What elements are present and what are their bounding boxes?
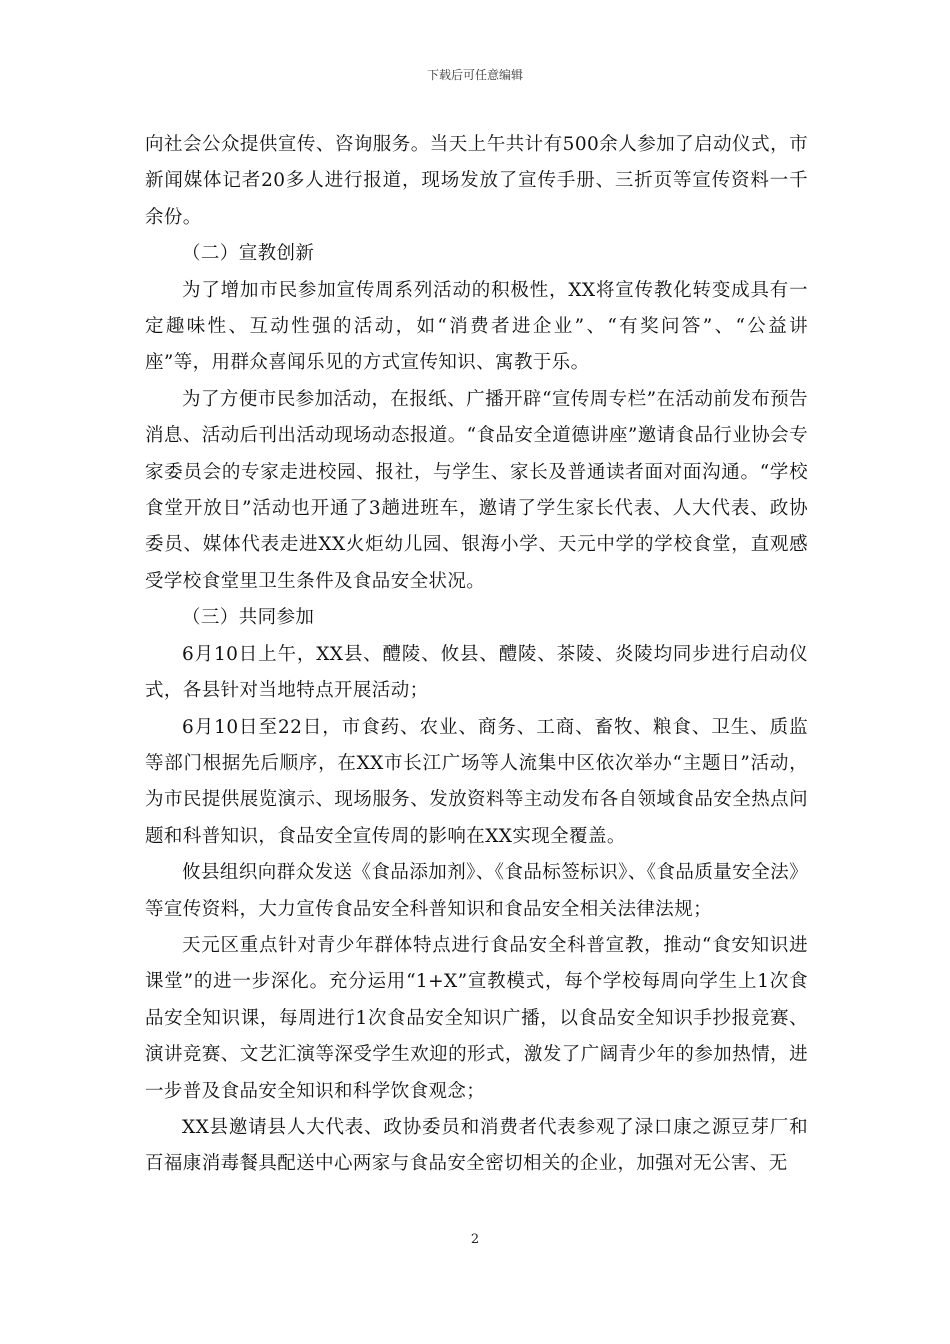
page-header-note: 下载后可任意编辑 — [426, 68, 523, 82]
document-body — [145, 127, 808, 1183]
paragraph: 6月10日上午，XX县、醴陵、攸县、醴陵、茶陵、炎陵均同步进行启动仪式，各县针对当地特点开展活动； — [145, 643, 808, 702]
paragraph: 攸县组织向群众发送《食品添加剂》、《食品标签标识》、《食品质量安全法》等宣传资料，大力宣传食品安全科普知识和食品安全相关法律法规； — [145, 862, 808, 920]
paragraph: XX县邀请县人大代表、政协委员和消费者代表参观了渌口康之源豆芽厂和百福康消毒餐具配送中心两家与食品安全密切相关的企业，加强对无公害、无 — [145, 1116, 808, 1175]
paragraph: 为了方便市民参加活动，在报纸、广播开辟“宣传周专栏”在活动前发布预告消息、活动后刊出活动现场动态报道。“食品安全道德讲座”邀请食品行业协会专家委员会的专家走进校园、报社，与学生、家长及普通读者面对面沟通。“学校食堂开放日”活动也开通了3趟进班车，邀请了学生家长代表、人大代表、政协委员、媒体代表走进XX火炬幼儿园、银海小学、天元中学的学校食堂，直观感受学校食堂里卫生条件及食品安全状况。 — [145, 388, 808, 592]
section-heading-3: （三）共同参加 — [182, 607, 315, 629]
section-heading-2: （二）宣教创新 — [182, 243, 315, 265]
page-number: 2 — [470, 1232, 480, 1247]
paragraph: 为了增加市民参加宣传周系列活动的积极性，XX将宣传教化转变成具有一定趣味性、互动性强的活动，如“消费者进企业”、“有奖问答”、“公益讲座”等，用群众喜闻乐见的方式宣传知识、寓教于乐。 — [145, 279, 808, 374]
paragraph-continued: 向社会公众提供宣传、咨询服务。当天上午共计有500余人参加了启动仪式，市新闻媒体记者20多人进行报道，现场发放了宣传手册、三折页等宣传资料一千余份。 — [145, 134, 808, 228]
paragraph: 6月10日至22日，市食药、农业、商务、工商、畜牧、粮食、卫生、质监等部门根据先后顺序，在XX市长江广场等人流集中区依次举办“主题日”活动，为市民提供展览演示、现场服务、发放资料等主动发布各自领域食品安全热点问题和科普知识，食品安全宣传周的影响在XX实现全覆盖。 — [145, 716, 808, 847]
paragraph: 天元区重点针对青少年群体特点进行食品安全科普宣教，推动“食安知识进课堂”的进一步深化。充分运用“1+X”宣教模式，每个学校每周向学生上1次食品安全知识课，每周进行1次食品安全知识广播，以食品安全知识手抄报竞赛、演讲竞赛、文艺汇演等深受学生欢迎的形式，激发了广阔青少年的参加热情，进一步普及食品安全知识和科学饮食观念； — [145, 934, 808, 1102]
